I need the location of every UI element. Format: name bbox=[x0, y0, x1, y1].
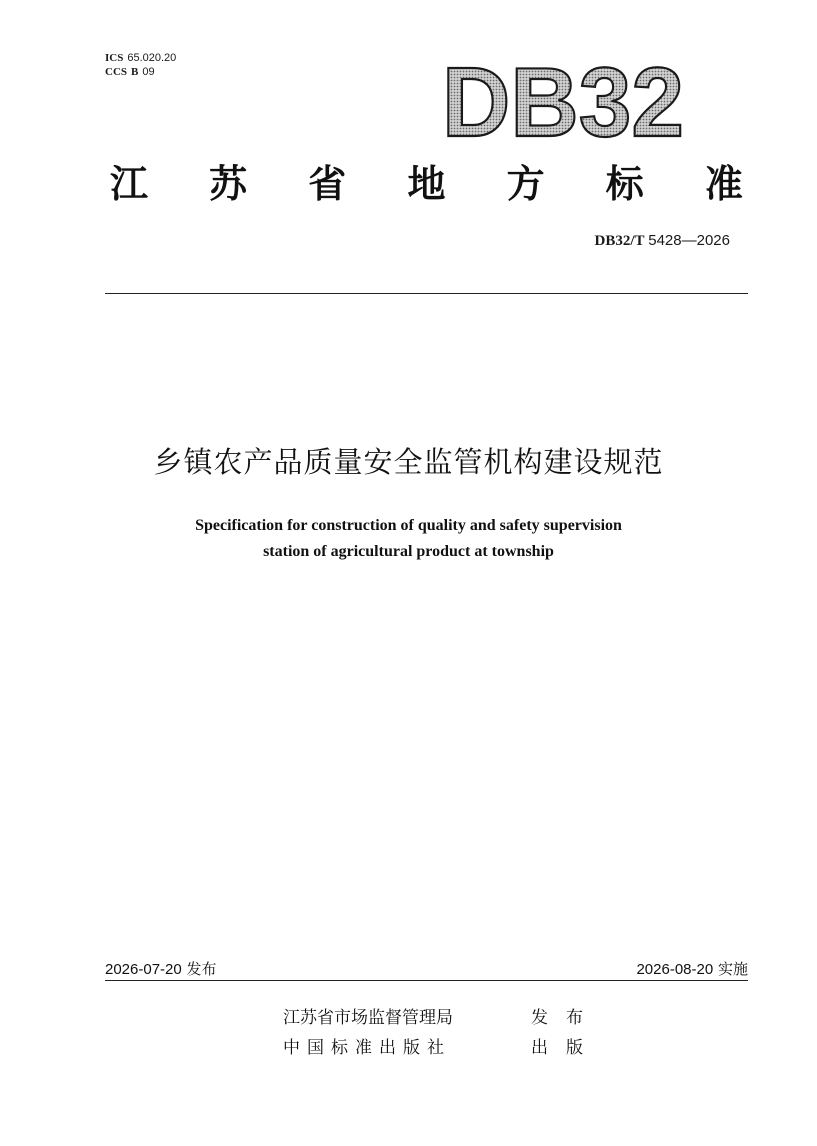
issuer-org: 江苏省市场监督管理局 bbox=[283, 1008, 453, 1028]
ics-code: ICS 65.020.20 bbox=[105, 52, 177, 64]
db32-logo bbox=[438, 52, 688, 144]
standard-kind-heading bbox=[105, 160, 748, 208]
standard-kind-char: 方 bbox=[506, 162, 545, 206]
classification-codes bbox=[105, 51, 176, 79]
english-title-line-2: station of agricultural product at township bbox=[263, 543, 554, 560]
issuing-bodies bbox=[283, 1004, 601, 1064]
standard-kind-char: 省 bbox=[308, 162, 347, 206]
implement-date: 2026-08-20 实施 bbox=[636, 960, 748, 978]
ccs-code: CCS B 09 bbox=[105, 66, 155, 78]
standard-kind-char: 地 bbox=[407, 162, 446, 206]
issuer-org: 中国标准出版社 bbox=[283, 1038, 451, 1058]
chinese-title: 乡镇农产品质量安全监管机构建设规范 bbox=[153, 445, 664, 479]
bottom-divider bbox=[105, 980, 748, 981]
publish-date: 2026-07-20 发布 bbox=[105, 960, 217, 978]
standard-kind-char: 标 bbox=[605, 162, 644, 206]
english-title bbox=[0, 513, 817, 565]
standard-number bbox=[594, 232, 730, 250]
issuer-row-publisher bbox=[283, 1004, 601, 1034]
implement-label: 实施 bbox=[717, 960, 748, 978]
standard-number-prefix: DB32/T bbox=[594, 233, 645, 249]
publish-label: 发布 bbox=[186, 960, 217, 978]
logo-text: DB32 bbox=[442, 52, 684, 144]
dates-row bbox=[105, 958, 748, 980]
standard-kind-char: 苏 bbox=[209, 162, 248, 206]
issuer-role: 出版 bbox=[531, 1038, 601, 1058]
standard-number-value: 5428—2026 bbox=[648, 232, 730, 249]
issuer-role: 发布 bbox=[531, 1008, 601, 1028]
top-divider bbox=[105, 293, 748, 294]
standard-kind-char: 江 bbox=[109, 162, 148, 206]
english-title-line-1: Specification for construction of quality and safety supervision bbox=[195, 517, 622, 534]
issuer-row-press bbox=[283, 1034, 601, 1064]
standard-kind-char: 准 bbox=[704, 162, 743, 206]
